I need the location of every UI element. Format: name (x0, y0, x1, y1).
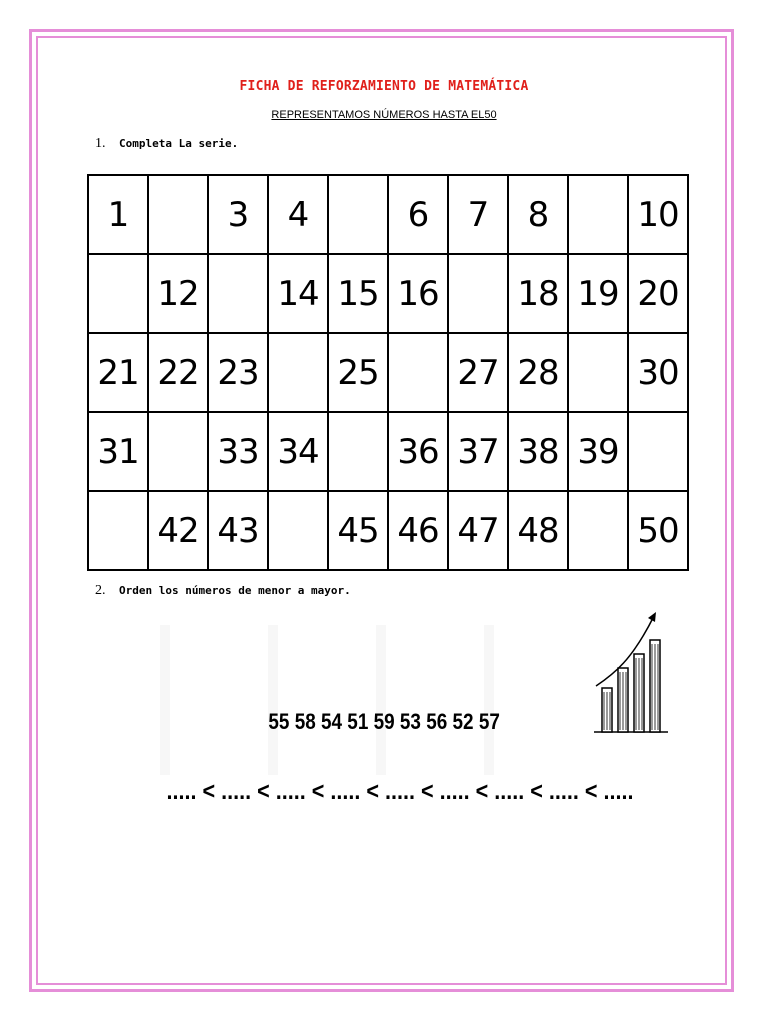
grid-cell-number: 39 (568, 412, 628, 491)
grid-cell-number: 12 (148, 254, 208, 333)
grid-cell-number: 6 (388, 175, 448, 254)
grid-cell-blank[interactable] (268, 491, 328, 570)
grid-cell-blank[interactable] (328, 175, 388, 254)
number-grid (87, 174, 689, 571)
grid-cell-number: 31 (88, 412, 148, 491)
grid-cell-number: 30 (628, 333, 688, 412)
worksheet-subtitle: REPRESENTAMOS NÚMEROS HASTA EL50 (271, 109, 497, 121)
grid-cell-blank[interactable] (568, 333, 628, 412)
grid-cell-blank[interactable] (88, 254, 148, 333)
worksheet-title: FICHA DE REFORZAMIENTO DE MATEMÁTICA (239, 79, 529, 94)
faint-watermark-bar (160, 625, 170, 775)
grid-cell-number: 47 (448, 491, 508, 570)
question-1 (95, 136, 238, 152)
grid-cell-blank[interactable] (208, 254, 268, 333)
grid-cell-number: 16 (388, 254, 448, 333)
grid-cell-number: 19 (568, 254, 628, 333)
grid-row (88, 333, 688, 412)
grid-cell-number: 42 (148, 491, 208, 570)
grid-cell-number: 4 (268, 175, 328, 254)
numbers-to-order: 55 58 54 51 59 53 56 52 57 (268, 709, 500, 734)
grid-cell-number: 15 (328, 254, 388, 333)
grid-cell-number: 36 (388, 412, 448, 491)
grid-cell-blank[interactable] (268, 333, 328, 412)
faint-watermark-bar (484, 625, 494, 775)
grid-cell-number: 43 (208, 491, 268, 570)
grid-cell-number: 8 (508, 175, 568, 254)
grid-cell-number: 20 (628, 254, 688, 333)
grid-cell-number: 46 (388, 491, 448, 570)
grid-cell-number: 3 (208, 175, 268, 254)
grid-cell-number: 7 (448, 175, 508, 254)
faint-watermark-bar (376, 625, 386, 775)
grid-cell-number: 27 (448, 333, 508, 412)
grid-cell-number: 50 (628, 491, 688, 570)
grid-row (88, 412, 688, 491)
grid-row (88, 254, 688, 333)
grid-row (88, 491, 688, 570)
grid-cell-blank[interactable] (568, 491, 628, 570)
question-2 (95, 583, 351, 599)
grid-cell-number: 23 (208, 333, 268, 412)
grid-cell-number: 45 (328, 491, 388, 570)
faint-watermark-bar (268, 625, 278, 775)
question-2-text: Orden los números de menor a mayor. (119, 584, 351, 597)
grid-cell-blank[interactable] (568, 175, 628, 254)
rising-bar-chart-icon (588, 610, 672, 740)
grid-cell-number: 10 (628, 175, 688, 254)
question-1-number: 1. (95, 136, 106, 151)
grid-cell-number: 33 (208, 412, 268, 491)
grid-cell-number: 22 (148, 333, 208, 412)
grid-cell-blank[interactable] (88, 491, 148, 570)
grid-cell-number: 21 (88, 333, 148, 412)
grid-cell-number: 38 (508, 412, 568, 491)
grid-cell-number: 48 (508, 491, 568, 570)
grid-row (88, 175, 688, 254)
grid-cell-blank[interactable] (148, 412, 208, 491)
question-2-number: 2. (95, 583, 106, 598)
grid-cell-number: 28 (508, 333, 568, 412)
question-1-text: Completa La serie. (119, 137, 239, 150)
grid-cell-number: 1 (88, 175, 148, 254)
grid-cell-blank[interactable] (328, 412, 388, 491)
grid-cell-number: 25 (328, 333, 388, 412)
grid-cell-number: 37 (448, 412, 508, 491)
answer-line: ..... < ..... < ..... < ..... < ..... < ..... < ..... < ..... < ..... (166, 778, 634, 805)
grid-cell-blank[interactable] (148, 175, 208, 254)
grid-cell-number: 14 (268, 254, 328, 333)
grid-cell-blank[interactable] (628, 412, 688, 491)
grid-cell-number: 18 (508, 254, 568, 333)
grid-cell-blank[interactable] (448, 254, 508, 333)
grid-cell-blank[interactable] (388, 333, 448, 412)
grid-cell-number: 34 (268, 412, 328, 491)
